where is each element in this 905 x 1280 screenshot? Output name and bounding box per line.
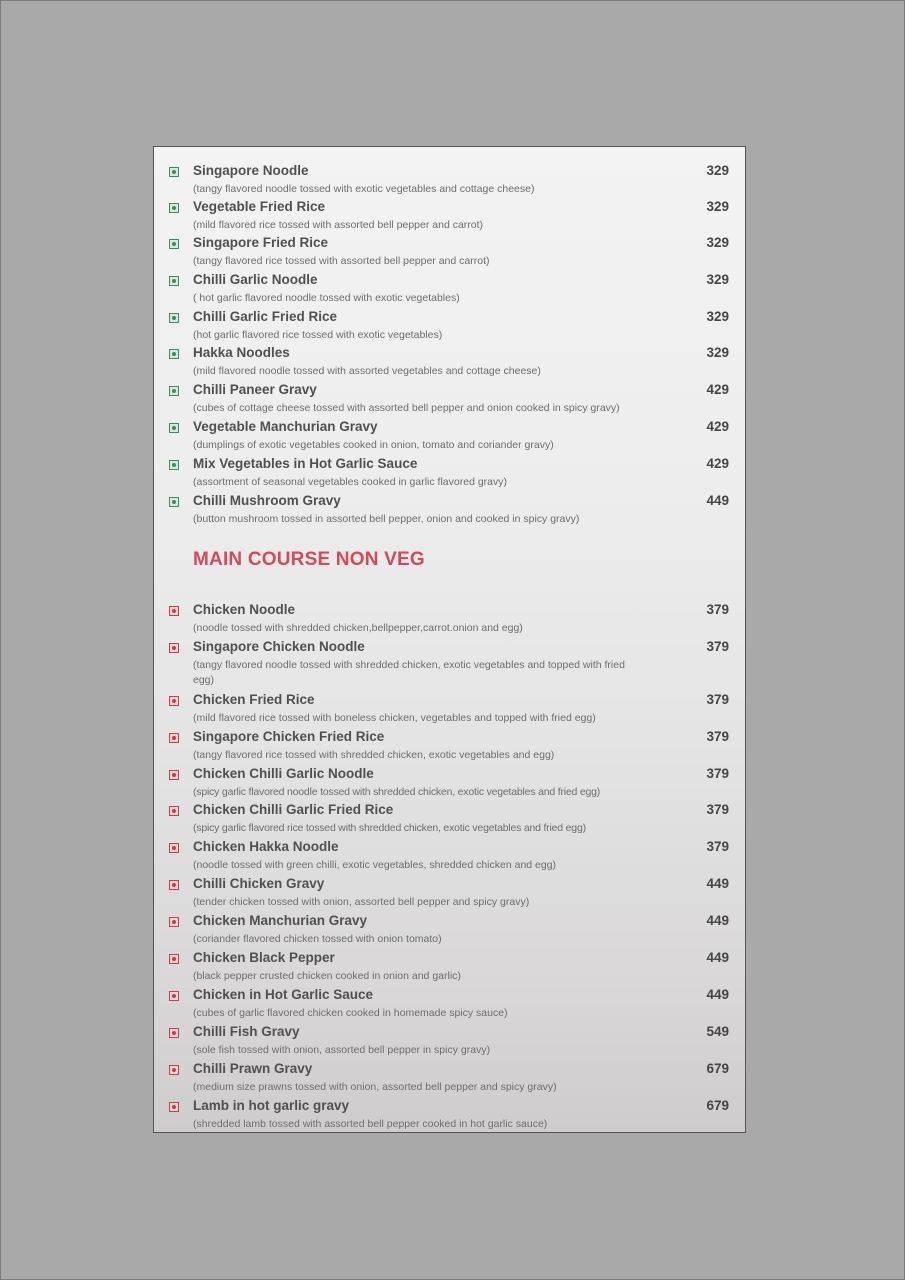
item-name: Vegetable Manchurian Gravy bbox=[193, 419, 378, 434]
item-price: 679 bbox=[706, 1061, 729, 1076]
item-description: (tender chicken tossed with onion, assorted bell pepper and spicy gravy) bbox=[193, 896, 530, 908]
item-price: 449 bbox=[706, 876, 729, 891]
item-name: Chilli Prawn Gravy bbox=[193, 1061, 313, 1076]
item-name: Hakka Noodles bbox=[193, 345, 290, 360]
menu-item bbox=[154, 235, 745, 272]
menu-item bbox=[154, 199, 745, 236]
nonveg-mark-icon bbox=[169, 770, 179, 780]
item-price: 379 bbox=[706, 802, 729, 817]
item-description: (assortment of seasonal vegetables cooked in garlic flavored gravy) bbox=[193, 476, 507, 488]
item-price: 549 bbox=[706, 1024, 729, 1039]
item-name: Singapore Chicken Noodle bbox=[193, 639, 365, 654]
veg-mark-icon bbox=[169, 203, 179, 213]
item-name: Chilli Paneer Gravy bbox=[193, 382, 317, 397]
item-name: Singapore Chicken Fried Rice bbox=[193, 729, 385, 744]
item-description: (tangy flavored rice tossed with assorted bell pepper and carrot) bbox=[193, 255, 490, 267]
item-name: Chicken Chilli Garlic Fried Rice bbox=[193, 802, 394, 817]
item-description: (tangy flavored noodle tossed with exotic vegetables and cottage cheese) bbox=[193, 183, 535, 195]
item-price: 449 bbox=[706, 950, 729, 965]
item-price: 329 bbox=[706, 199, 729, 214]
menu-item bbox=[154, 802, 745, 839]
item-name: Chicken Noodle bbox=[193, 602, 296, 617]
veg-mark-icon bbox=[169, 386, 179, 396]
item-name: Chilli Chicken Gravy bbox=[193, 876, 325, 891]
item-description: (tangy flavored noodle tossed with shredded chicken, exotic vegetables and topped with fried egg) bbox=[193, 659, 625, 686]
item-description: (cubes of cottage cheese tossed with assorted bell pepper and onion cooked in spicy gravy) bbox=[193, 402, 620, 414]
menu-item bbox=[154, 639, 745, 691]
item-price: 329 bbox=[706, 235, 729, 250]
section-title-main-course-non-veg: MAIN COURSE NON VEG bbox=[193, 549, 425, 570]
nonveg-mark-icon bbox=[169, 1028, 179, 1038]
item-price: 679 bbox=[706, 1098, 729, 1113]
item-name: Lamb in hot garlic gravy bbox=[193, 1098, 350, 1113]
nonveg-mark-icon bbox=[169, 843, 179, 853]
item-description: (button mushroom tossed in assorted bell pepper, onion and cooked in spicy gravy) bbox=[193, 513, 580, 525]
item-price: 379 bbox=[706, 766, 729, 781]
menu-item bbox=[154, 1061, 745, 1098]
item-price: 329 bbox=[706, 345, 729, 360]
item-description: (shredded lamb tossed with assorted bell pepper cooked in hot garlic sauce) bbox=[193, 1118, 548, 1130]
item-price: 329 bbox=[706, 309, 729, 324]
item-price: 429 bbox=[706, 382, 729, 397]
nonveg-mark-icon bbox=[169, 696, 179, 706]
item-name: Chicken in Hot Garlic Sauce bbox=[193, 987, 374, 1002]
item-price: 329 bbox=[706, 272, 729, 287]
item-name: Chicken Hakka Noodle bbox=[193, 839, 339, 854]
item-name: Chilli Fish Gravy bbox=[193, 1024, 300, 1039]
item-description: (coriander flavored chicken tossed with onion tomato) bbox=[193, 933, 442, 945]
menu-item bbox=[154, 456, 745, 493]
veg-mark-icon bbox=[169, 167, 179, 177]
item-price: 379 bbox=[706, 639, 729, 654]
menu-item bbox=[154, 272, 745, 309]
nonveg-mark-icon bbox=[169, 991, 179, 1001]
item-price: 379 bbox=[706, 602, 729, 617]
menu-item bbox=[154, 950, 745, 987]
item-name: Chicken Fried Rice bbox=[193, 692, 315, 707]
item-price: 379 bbox=[706, 729, 729, 744]
item-description: (hot garlic flavored rice tossed with exotic vegetables) bbox=[193, 329, 443, 341]
item-description: (medium size prawns tossed with onion, assorted bell pepper and spicy gravy) bbox=[193, 1081, 557, 1093]
item-description: (mild flavored rice tossed with assorted bell pepper and carrot) bbox=[193, 219, 484, 231]
menu-item bbox=[154, 692, 745, 729]
menu-item bbox=[154, 987, 745, 1024]
item-description: (tangy flavored rice tossed with shredded chicken, exotic vegetables and egg) bbox=[193, 749, 555, 761]
item-price: 429 bbox=[706, 456, 729, 471]
item-price: 449 bbox=[706, 987, 729, 1002]
item-description: (cubes of garlic flavored chicken cooked in homemade spicy sauce) bbox=[193, 1007, 508, 1019]
item-name: Chilli Garlic Noodle bbox=[193, 272, 318, 287]
item-description: (dumplings of exotic vegetables cooked in onion, tomato and coriander gravy) bbox=[193, 439, 554, 451]
veg-mark-icon bbox=[169, 276, 179, 286]
nonveg-mark-icon bbox=[169, 1065, 179, 1075]
item-price: 329 bbox=[706, 163, 729, 178]
veg-mark-icon bbox=[169, 497, 179, 507]
item-description: ( hot garlic flavored noodle tossed with exotic vegetables) bbox=[193, 292, 460, 304]
veg-mark-icon bbox=[169, 239, 179, 249]
item-description: (noodle tossed with green chilli, exotic vegetables, shredded chicken and egg) bbox=[193, 859, 557, 871]
item-name: Chicken Black Pepper bbox=[193, 950, 335, 965]
item-name: Chicken Chilli Garlic Noodle bbox=[193, 766, 374, 781]
item-price: 449 bbox=[706, 493, 729, 508]
item-name: Chilli Mushroom Gravy bbox=[193, 493, 341, 508]
nonveg-mark-icon bbox=[169, 1102, 179, 1112]
item-description: (black pepper crusted chicken cooked in onion and garlic) bbox=[193, 970, 461, 982]
menu-item bbox=[154, 345, 745, 382]
item-name: Chicken Manchurian Gravy bbox=[193, 913, 368, 928]
nonveg-mark-icon bbox=[169, 806, 179, 816]
nonveg-mark-icon bbox=[169, 643, 179, 653]
veg-mark-icon bbox=[169, 423, 179, 433]
item-name: Mix Vegetables in Hot Garlic Sauce bbox=[193, 456, 418, 471]
item-name: Chilli Garlic Fried Rice bbox=[193, 309, 338, 324]
menu-item bbox=[154, 729, 745, 766]
menu-item bbox=[154, 1024, 745, 1061]
nonveg-mark-icon bbox=[169, 606, 179, 616]
menu-item bbox=[154, 876, 745, 913]
menu-item bbox=[154, 1098, 745, 1135]
item-price: 449 bbox=[706, 913, 729, 928]
menu-item bbox=[154, 766, 745, 803]
item-description: (spicy garlic flavored noodle tossed with shredded chicken, exotic vegetables and fried egg) bbox=[193, 786, 601, 798]
menu-item bbox=[154, 382, 745, 419]
item-price: 379 bbox=[706, 839, 729, 854]
menu-item bbox=[154, 602, 745, 639]
item-description: (sole fish tossed with onion, assorted bell pepper in spicy gravy) bbox=[193, 1044, 491, 1056]
item-name: Singapore Noodle bbox=[193, 163, 309, 178]
nonveg-mark-icon bbox=[169, 917, 179, 927]
menu-item bbox=[154, 839, 745, 876]
item-price: 429 bbox=[706, 419, 729, 434]
menu-item bbox=[154, 309, 745, 346]
item-name: Vegetable Fried Rice bbox=[193, 199, 326, 214]
item-description: (spicy garlic flavored rice tossed with shredded chicken, exotic vegetables and fried egg) bbox=[193, 822, 586, 834]
menu-page bbox=[153, 146, 746, 1133]
menu-item bbox=[154, 493, 745, 530]
item-description: (noodle tossed with shredded chicken,bellpepper,carrot.onion and egg) bbox=[193, 622, 523, 634]
item-description: (mild flavored noodle tossed with assorted vegetables and cottage cheese) bbox=[193, 365, 541, 377]
nonveg-mark-icon bbox=[169, 954, 179, 964]
veg-mark-icon bbox=[169, 349, 179, 359]
nonveg-mark-icon bbox=[169, 880, 179, 890]
menu-item bbox=[154, 913, 745, 950]
item-description: (mild flavored rice tossed with boneless chicken, vegetables and topped with fried egg) bbox=[193, 712, 596, 724]
item-name: Singapore Fried Rice bbox=[193, 235, 329, 250]
item-price: 379 bbox=[706, 692, 729, 707]
nonveg-mark-icon bbox=[169, 733, 179, 743]
veg-mark-icon bbox=[169, 313, 179, 323]
veg-mark-icon bbox=[169, 460, 179, 470]
menu-item bbox=[154, 419, 745, 456]
menu-item bbox=[154, 163, 745, 200]
